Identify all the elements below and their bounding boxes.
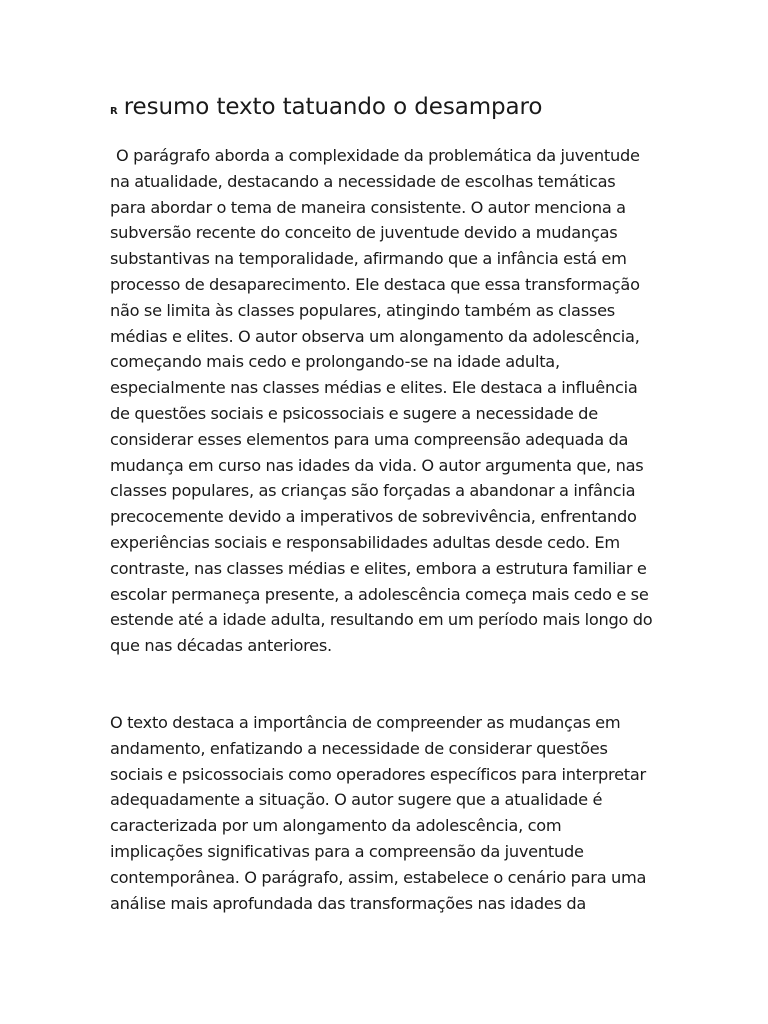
title-prefix: R (110, 106, 118, 117)
document-page (110, 86, 655, 916)
paragraph-1: O parágrafo aborda a complexidade da problemática da juventude na atualidade, destacando a necessidade de escolhas temáticas para abordar o tema de maneira consistente. O autor menciona a subversão recente do conceito de juventude devido a mudanças substantivas na temporalidade, afirmando que a infância está em processo de desaparecimento. Ele destaca que essa transformação não se limita às classes populares, atingindo também as classes médias e elites. O autor observa um alongamento da adolescência, começando mais cedo e prolongando-se na idade adulta, especialmente nas classes médias e elites. Ele destaca a influência de questões sociais e psicossociais e sugere a necessidade de considerar esses elementos para uma compreensão adequada da mudança em curso nas idades da vida. O autor argumenta que, nas classes populares, as crianças são forçadas a abandonar a infância precocemente devido a imperativos de sobrevivência, enfrentando experiências sociais e responsabilidades adultas desde cedo. Em contraste, nas classes médias e elites, embora a estrutura familiar e escolar permaneça presente, a adolescência começa mais cedo e se estende até a idade adulta, resultando em um período mais longo do que nas décadas anteriores. (110, 146, 653, 656)
title-text: resumo texto tatuando o desamparo (123, 94, 543, 120)
document-title (110, 86, 655, 129)
paragraph-2: O texto destaca a importância de compreender as mudanças em andamento, enfatizando a necessidade de considerar questões sociais e psicossociais como operadores específicos para interpretar adequadamente a situação. O autor sugere que a atualidade é caracterizada por um alongamento da adolescência, com implicações significativas para a compreensão da juventude contemporânea. O parágrafo, assim, estabelece o cenário para uma análise mais aprofundada das transformações nas idades da (110, 712, 647, 913)
